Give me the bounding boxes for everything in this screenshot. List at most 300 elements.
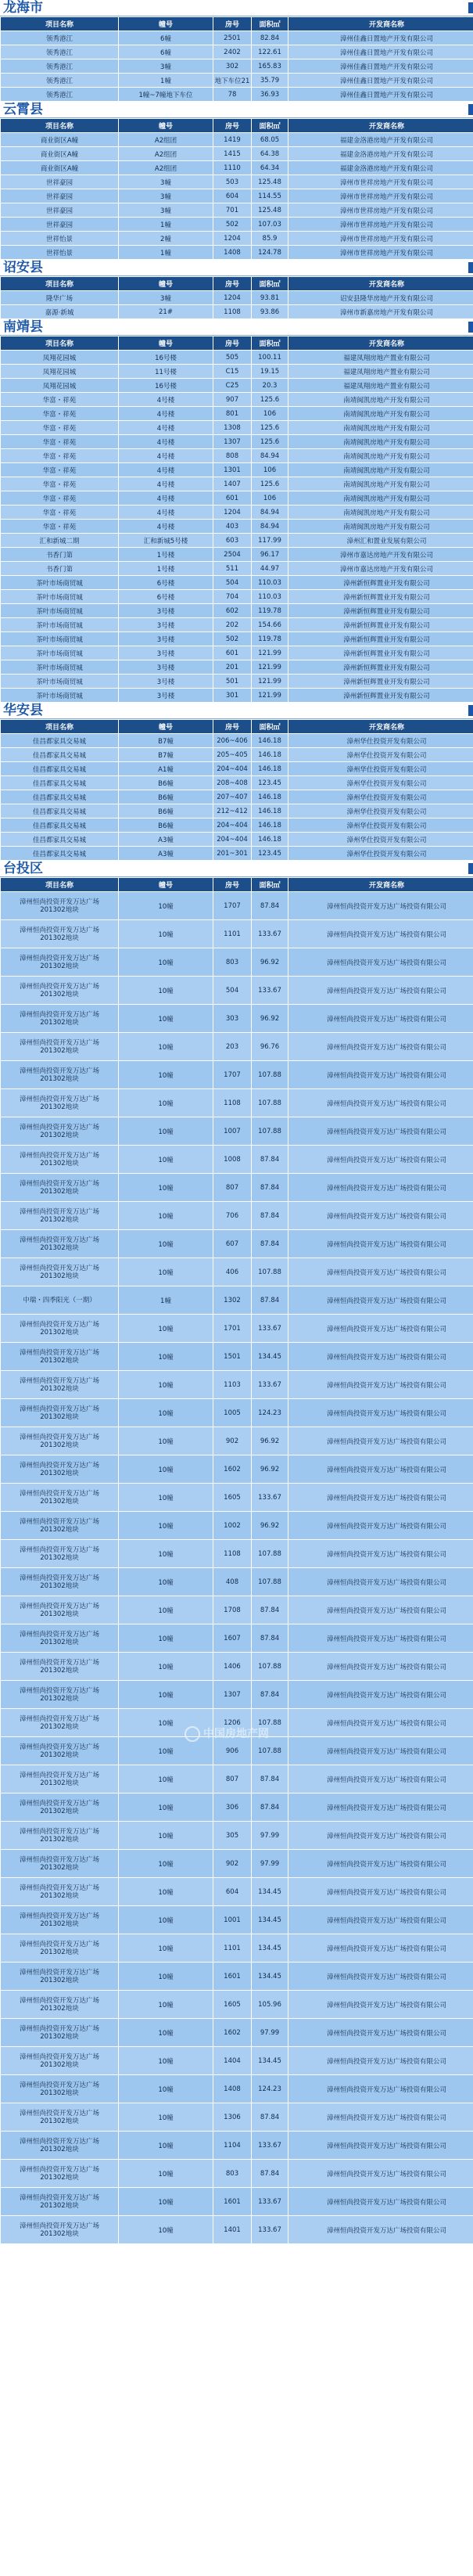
header-cell: 面积㎡: [252, 878, 288, 892]
table-row: [1, 2047, 473, 2075]
project-name-cell: 世祥怡景: [1, 246, 119, 260]
developer-cell: 漳州恒尚投资开发万达广场投资有限公司: [288, 1174, 473, 1202]
table-row: [1, 218, 473, 232]
project-plot: 201302地块: [40, 2145, 79, 2153]
developer-cell: 南靖闽凯房地产开发有限公司: [288, 421, 473, 435]
developer-cell: 福建金洛港房地产开发有限公司: [288, 133, 473, 147]
unit-cell: 1501: [213, 1343, 252, 1371]
project-plot: 201302地块: [40, 1215, 79, 1224]
unit-cell: 503: [213, 175, 252, 189]
table-row: [1, 435, 473, 449]
unit-cell: 604: [213, 189, 252, 203]
listing-table: [0, 719, 473, 861]
header-cell: 开发商名称: [288, 720, 473, 734]
project-name: 漳州恒尚投资开发万达广场: [19, 1602, 99, 1610]
area-cell: 106: [252, 407, 288, 421]
building-cell: 4号楼: [119, 491, 213, 505]
building-cell: A2组团: [119, 133, 213, 147]
unit-cell: 607: [213, 1230, 252, 1258]
table-row: [1, 675, 473, 689]
project-name: 漳州恒尚投资开发万达广场: [19, 1376, 99, 1385]
table-row: [1, 1061, 473, 1089]
table-row: [1, 1681, 473, 1709]
project-plot: 201302地块: [40, 1666, 79, 1675]
unit-cell: C25: [213, 379, 252, 393]
developer-cell: 南靖闽凯房地产开发有限公司: [288, 463, 473, 477]
project-name-cell: [1, 1822, 119, 1850]
project-plot: 201302地块: [40, 1553, 79, 1562]
table-row: [1, 1878, 473, 1906]
project-name: 漳州恒尚投资开发万达广场: [19, 1686, 99, 1695]
project-name-cell: 商业街区A幢: [1, 161, 119, 175]
table-row: [1, 632, 473, 646]
building-cell: 10幢: [119, 2216, 213, 2244]
building-cell: 3号楼: [119, 689, 213, 703]
building-cell: B6幢: [119, 804, 213, 818]
developer-cell: 漳州恒尚投资开发万达广场投资有限公司: [288, 2019, 473, 2047]
developer-cell: 漳州恒尚投资开发万达广场投资有限公司: [288, 1540, 473, 1568]
developer-cell: 漳州华仕投资开发有限公司: [288, 776, 473, 790]
area-cell: 64.38: [252, 147, 288, 161]
area-cell: 119.78: [252, 604, 288, 618]
area-cell: 110.03: [252, 590, 288, 604]
unit-cell: 604: [213, 1878, 252, 1906]
project-name-cell: 华富・祥苑: [1, 407, 119, 421]
building-cell: A3幢: [119, 847, 213, 861]
building-cell: B7幢: [119, 748, 213, 762]
project-name: 漳州恒尚投资开发万达广场: [19, 898, 99, 906]
area-cell: 124.23: [252, 1399, 288, 1427]
project-name: 漳州恒尚投资开发万达广场: [19, 1968, 99, 1977]
building-cell: 3幢: [119, 291, 213, 305]
project-plot: 201302地块: [40, 1384, 79, 1393]
project-plot: 201302地块: [40, 905, 79, 914]
header-cell: 幢号: [119, 17, 213, 31]
project-plot: 201302地块: [40, 1272, 79, 1280]
developer-cell: 漳州恒尚投资开发万达广场投资有限公司: [288, 1315, 473, 1343]
unit-cell: 301: [213, 689, 252, 703]
developer-cell: 漳州新恒辉置业开发有限公司: [288, 576, 473, 590]
table-row: [1, 1202, 473, 1230]
area-cell: 165.83: [252, 59, 288, 74]
table-row: [1, 948, 473, 977]
project-plot: 201302地块: [40, 1976, 79, 1984]
project-name-cell: 茶叶市场商贸城: [1, 660, 119, 675]
area-cell: 106: [252, 463, 288, 477]
project-name-cell: 华富・祥苑: [1, 449, 119, 463]
developer-cell: 漳州新恒辉置业开发有限公司: [288, 689, 473, 703]
area-cell: 87.84: [252, 1765, 288, 1793]
table-row: [1, 1005, 473, 1033]
project-name-cell: [1, 1371, 119, 1399]
developer-cell: 福建凤翔房地产置业有限公司: [288, 365, 473, 379]
project-name-cell: 世祥豪园: [1, 175, 119, 189]
building-cell: 汇和新城5号楼: [119, 534, 213, 548]
building-cell: 10幢: [119, 1174, 213, 1202]
area-cell: 125.6: [252, 435, 288, 449]
unit-cell: 1008: [213, 1146, 252, 1174]
building-cell: 4号楼: [119, 421, 213, 435]
section-decoration: [468, 2, 473, 13]
developer-cell: 漳州恒尚投资开发万达广场投资有限公司: [288, 1991, 473, 2019]
building-cell: 1幢: [119, 218, 213, 232]
project-name-cell: 商业街区A幢: [1, 133, 119, 147]
area-cell: 134.45: [252, 1906, 288, 1934]
table-row: [1, 365, 473, 379]
table-row: [1, 548, 473, 562]
area-cell: 133.67: [252, 2188, 288, 2216]
building-cell: 3幢: [119, 59, 213, 74]
project-name-cell: 佳昌都家具交易城: [1, 833, 119, 847]
header-cell: 项目名称: [1, 277, 119, 291]
area-cell: 121.99: [252, 646, 288, 660]
table-header: [1, 17, 473, 31]
area-cell: 97.99: [252, 1850, 288, 1878]
project-name-cell: 佳昌都家具交易城: [1, 790, 119, 804]
project-name-cell: 凤翔花园城: [1, 379, 119, 393]
table-row: [1, 1568, 473, 1596]
project-name: 漳州恒尚投资开发万达广场: [19, 1574, 99, 1582]
table-row: [1, 505, 473, 520]
project-name-cell: 书香门第: [1, 548, 119, 562]
project-name-cell: 隆华广场: [1, 291, 119, 305]
project-name-cell: 世祥豪园: [1, 218, 119, 232]
unit-cell: 1404: [213, 2047, 252, 2075]
area-cell: 107.88: [252, 1117, 288, 1146]
building-cell: B7幢: [119, 734, 213, 748]
unit-cell: 701: [213, 203, 252, 218]
area-cell: 133.67: [252, 2216, 288, 2244]
developer-cell: 漳州华仕投资开发有限公司: [288, 790, 473, 804]
building-cell: 4号楼: [119, 393, 213, 407]
project-name-cell: [1, 1343, 119, 1371]
building-cell: A2组团: [119, 147, 213, 161]
building-cell: 10幢: [119, 920, 213, 948]
header-cell: 幢号: [119, 336, 213, 351]
developer-cell: 漳州佳鑫日置地产开发有限公司: [288, 88, 473, 102]
building-cell: 10幢: [119, 1258, 213, 1286]
area-cell: 124.23: [252, 2075, 288, 2103]
developer-cell: 漳州新恒辉置业开发有限公司: [288, 660, 473, 675]
unit-cell: 706: [213, 1202, 252, 1230]
unit-cell: 2501: [213, 31, 252, 45]
project-name-cell: 世祥怡景: [1, 232, 119, 246]
area-cell: 133.67: [252, 1315, 288, 1343]
table-header: [1, 720, 473, 734]
area-cell: 84.94: [252, 520, 288, 534]
project-plot: 201302地块: [40, 1131, 79, 1139]
unit-cell: 403: [213, 520, 252, 534]
project-name-cell: [1, 1484, 119, 1512]
building-cell: B6幢: [119, 818, 213, 833]
area-cell: 96.76: [252, 1033, 288, 1061]
project-name: 漳州恒尚投资开发万达广场: [19, 1010, 99, 1019]
header-row: [1, 720, 473, 734]
project-plot: 201302地块: [40, 1891, 79, 1900]
unit-cell: 1005: [213, 1399, 252, 1427]
area-cell: 110.03: [252, 576, 288, 590]
project-name: 漳州恒尚投资开发万达广场: [19, 1743, 99, 1751]
area-cell: 105.96: [252, 1991, 288, 2019]
unit-cell: 902: [213, 1850, 252, 1878]
table-row: [1, 2216, 473, 2244]
table-body: [1, 351, 473, 703]
project-plot: 201302地块: [40, 1948, 79, 1956]
project-name: 漳州恒尚投资开发万达广场: [19, 1151, 99, 1160]
project-name-cell: 佳昌都家具交易城: [1, 734, 119, 748]
table-row: [1, 1906, 473, 1934]
area-cell: 119.78: [252, 632, 288, 646]
project-plot: 201302地块: [40, 1694, 79, 1703]
unit-cell: 1108: [213, 1540, 252, 1568]
project-name-cell: [1, 1963, 119, 1991]
table-row: [1, 1399, 473, 1427]
project-name-cell: 茶叶市场商贸城: [1, 646, 119, 660]
building-cell: 6幢: [119, 31, 213, 45]
table-row: [1, 393, 473, 407]
building-cell: A2组团: [119, 161, 213, 175]
area-cell: 146.18: [252, 804, 288, 818]
unit-cell: 1701: [213, 1315, 252, 1343]
project-plot: 201302地块: [40, 2229, 79, 2238]
building-cell: 1幢: [119, 1286, 213, 1315]
area-cell: 87.84: [252, 1230, 288, 1258]
developer-cell: 漳州市新嘉房地产开发有限公司: [288, 305, 473, 319]
table-row: [1, 562, 473, 576]
project-name-cell: [1, 1737, 119, 1765]
header-row: [1, 878, 473, 892]
table-row: [1, 421, 473, 435]
header-cell: 开发商名称: [288, 17, 473, 31]
area-cell: 84.94: [252, 505, 288, 520]
developer-cell: 漳州恒尚投资开发万达广场投资有限公司: [288, 1455, 473, 1484]
unit-cell: 1104: [213, 2132, 252, 2160]
developer-cell: 南靖闽凯房地产开发有限公司: [288, 505, 473, 520]
developer-cell: 漳州恒尚投资开发万达广场投资有限公司: [288, 1906, 473, 1934]
developer-cell: 福建凤翔房地产置业有限公司: [288, 351, 473, 365]
area-cell: 87.84: [252, 1174, 288, 1202]
header-cell: 项目名称: [1, 336, 119, 351]
project-plot: 201302地块: [40, 962, 79, 970]
project-name-cell: [1, 1934, 119, 1963]
header-row: [1, 17, 473, 31]
project-name-cell: [1, 2019, 119, 2047]
developer-cell: 南靖闽凯房地产开发有限公司: [288, 477, 473, 491]
section-title-text: 云霄县: [3, 102, 43, 117]
area-cell: 96.92: [252, 1455, 288, 1484]
project-name-cell: 茶叶市场商贸城: [1, 632, 119, 646]
unit-cell: 1605: [213, 1991, 252, 2019]
table-row: [1, 689, 473, 703]
table-row: [1, 351, 473, 365]
area-cell: 133.67: [252, 977, 288, 1005]
developer-cell: 漳州恒尚投资开发万达广场投资有限公司: [288, 1934, 473, 1963]
area-cell: 107.88: [252, 1709, 288, 1737]
developer-cell: 漳州华仕投资开发有限公司: [288, 847, 473, 861]
table-row: [1, 818, 473, 833]
developer-cell: 漳州恒尚投资开发万达广场投资有限公司: [288, 1061, 473, 1089]
project-plot: 201302地块: [40, 2173, 79, 2182]
area-cell: 125.48: [252, 175, 288, 189]
unit-cell: 504: [213, 977, 252, 1005]
table-row: [1, 449, 473, 463]
project-name: 漳州恒尚投资开发万达广场: [19, 1912, 99, 1920]
developer-cell: 福建金洛港房地产开发有限公司: [288, 147, 473, 161]
unit-cell: 1302: [213, 1286, 252, 1315]
developer-cell: 南靖闽凯房地产开发有限公司: [288, 449, 473, 463]
developer-cell: 漳州恒尚投资开发万达广场投资有限公司: [288, 1146, 473, 1174]
building-cell: 3号楼: [119, 618, 213, 632]
table-row: [1, 203, 473, 218]
developer-cell: 漳州恒尚投资开发万达广场投资有限公司: [288, 1371, 473, 1399]
table-row: [1, 618, 473, 632]
unit-cell: 1406: [213, 1653, 252, 1681]
unit-cell: 807: [213, 1174, 252, 1202]
unit-cell: 1602: [213, 1455, 252, 1484]
developer-cell: 漳州恒尚投资开发万达广场投资有限公司: [288, 1878, 473, 1906]
project-name: 中瑞・四季阳光（一期）: [23, 1296, 96, 1304]
project-name: 漳州恒尚投资开发万达广场: [19, 1489, 99, 1498]
area-cell: 20.3: [252, 379, 288, 393]
project-name: 漳州恒尚投资开发万达广场: [19, 2193, 99, 2202]
unit-cell: 1204: [213, 505, 252, 520]
building-cell: 1幢~7幢地下车位: [119, 88, 213, 102]
unit-cell: 306: [213, 1793, 252, 1822]
project-name: 漳州恒尚投资开发万达广场: [19, 2081, 99, 2089]
area-cell: 133.67: [252, 920, 288, 948]
area-cell: 87.84: [252, 1596, 288, 1624]
developer-cell: 漳州恒尚投资开发万达广场投资有限公司: [288, 1202, 473, 1230]
table-body: [1, 31, 473, 102]
area-cell: 134.45: [252, 1343, 288, 1371]
header-cell: 幢号: [119, 720, 213, 734]
table-row: [1, 1089, 473, 1117]
building-cell: 10幢: [119, 1230, 213, 1258]
developer-cell: 漳州恒尚投资开发万达广场投资有限公司: [288, 1653, 473, 1681]
project-name-cell: [1, 1681, 119, 1709]
developer-cell: 漳州恒尚投资开发万达广场投资有限公司: [288, 948, 473, 977]
project-name-cell: [1, 1005, 119, 1033]
project-name-cell: 凤翔花园城: [1, 365, 119, 379]
table-row: [1, 804, 473, 818]
unit-cell: 1605: [213, 1484, 252, 1512]
project-name-cell: [1, 2075, 119, 2103]
area-cell: 133.67: [252, 1371, 288, 1399]
unit-cell: 1307: [213, 1681, 252, 1709]
building-cell: 11号楼: [119, 365, 213, 379]
header-cell: 幢号: [119, 119, 213, 133]
table-row: [1, 604, 473, 618]
developer-cell: 漳州华仕投资开发有限公司: [288, 734, 473, 748]
area-cell: 134.45: [252, 2047, 288, 2075]
developer-cell: 漳州恒尚投资开发万达广场投资有限公司: [288, 2103, 473, 2132]
area-cell: 96.17: [252, 548, 288, 562]
table-row: [1, 660, 473, 675]
section-title-text: 华安县: [3, 703, 43, 718]
project-name-cell: [1, 1793, 119, 1822]
unit-cell: 2402: [213, 45, 252, 59]
unit-cell: 1007: [213, 1117, 252, 1146]
area-cell: 107.03: [252, 218, 288, 232]
building-cell: 10幢: [119, 1146, 213, 1174]
developer-cell: 福建金洛港房地产开发有限公司: [288, 161, 473, 175]
building-cell: 4号楼: [119, 407, 213, 421]
project-name: 漳州恒尚投资开发万达广场: [19, 1405, 99, 1413]
area-cell: 123.45: [252, 776, 288, 790]
area-cell: 82.84: [252, 31, 288, 45]
project-name-cell: [1, 1399, 119, 1427]
area-cell: 107.88: [252, 1540, 288, 1568]
area-cell: 124.78: [252, 246, 288, 260]
project-name: 漳州恒尚投资开发万达广场: [19, 1855, 99, 1864]
table-row: [1, 88, 473, 102]
project-name-cell: [1, 1033, 119, 1061]
developer-cell: 漳州恒尚投资开发万达广场投资有限公司: [288, 1343, 473, 1371]
table-row: [1, 1146, 473, 1174]
area-cell: 107.88: [252, 1737, 288, 1765]
section-title-text: 龙海市: [3, 0, 43, 16]
unit-cell: 1415: [213, 147, 252, 161]
unit-cell: 302: [213, 59, 252, 74]
header-cell: 房号: [213, 119, 252, 133]
section-decoration: [468, 104, 473, 115]
section-title-text: 台投区: [3, 861, 43, 876]
building-cell: 10幢: [119, 948, 213, 977]
listing-table: [0, 16, 473, 102]
unit-cell: 1204: [213, 291, 252, 305]
header-cell: 开发商名称: [288, 336, 473, 351]
header-cell: 面积㎡: [252, 336, 288, 351]
unit-cell: 204~404: [213, 818, 252, 833]
project-name: 漳州恒尚投资开发万达广场: [19, 1179, 99, 1188]
developer-cell: 漳州新恒辉置业开发有限公司: [288, 632, 473, 646]
unit-cell: 1707: [213, 1061, 252, 1089]
unit-cell: 1602: [213, 2019, 252, 2047]
header-cell: 项目名称: [1, 878, 119, 892]
area-cell: 100.11: [252, 351, 288, 365]
developer-cell: 漳州华仕投资开发有限公司: [288, 833, 473, 847]
developer-cell: 漳州恒尚投资开发万达广场投资有限公司: [288, 1709, 473, 1737]
area-cell: 117.99: [252, 534, 288, 548]
project-name-cell: 汇和新城二期: [1, 534, 119, 548]
project-plot: 201302地块: [40, 1187, 79, 1196]
building-cell: A1幢: [119, 762, 213, 776]
developer-cell: 漳州市世祥房地产开发有限公司: [288, 175, 473, 189]
project-plot: 201302地块: [40, 1441, 79, 1449]
area-cell: 87.84: [252, 1286, 288, 1315]
developer-cell: 漳州市世祥房地产开发有限公司: [288, 203, 473, 218]
table-row: [1, 920, 473, 948]
developer-cell: 漳州佳鑫日置地产开发有限公司: [288, 74, 473, 88]
table-row: [1, 847, 473, 861]
developer-cell: 漳州佳鑫日置地产开发有限公司: [288, 59, 473, 74]
table-row: [1, 291, 473, 305]
header-cell: 项目名称: [1, 17, 119, 31]
area-cell: 68.05: [252, 133, 288, 147]
project-plot: 201302地块: [40, 1412, 79, 1421]
area-cell: 84.94: [252, 449, 288, 463]
area-cell: 133.67: [252, 2132, 288, 2160]
unit-cell: 907: [213, 393, 252, 407]
building-cell: 1幢: [119, 246, 213, 260]
developer-cell: 南靖闽凯房地产开发有限公司: [288, 435, 473, 449]
building-cell: 16号楼: [119, 351, 213, 365]
developer-cell: 漳州恒尚投资开发万达广场投资有限公司: [288, 2075, 473, 2103]
developer-cell: 漳州市世祥房地产开发有限公司: [288, 189, 473, 203]
project-name-cell: 茶叶市场商贸城: [1, 604, 119, 618]
unit-cell: 1407: [213, 477, 252, 491]
table-row: [1, 1653, 473, 1681]
